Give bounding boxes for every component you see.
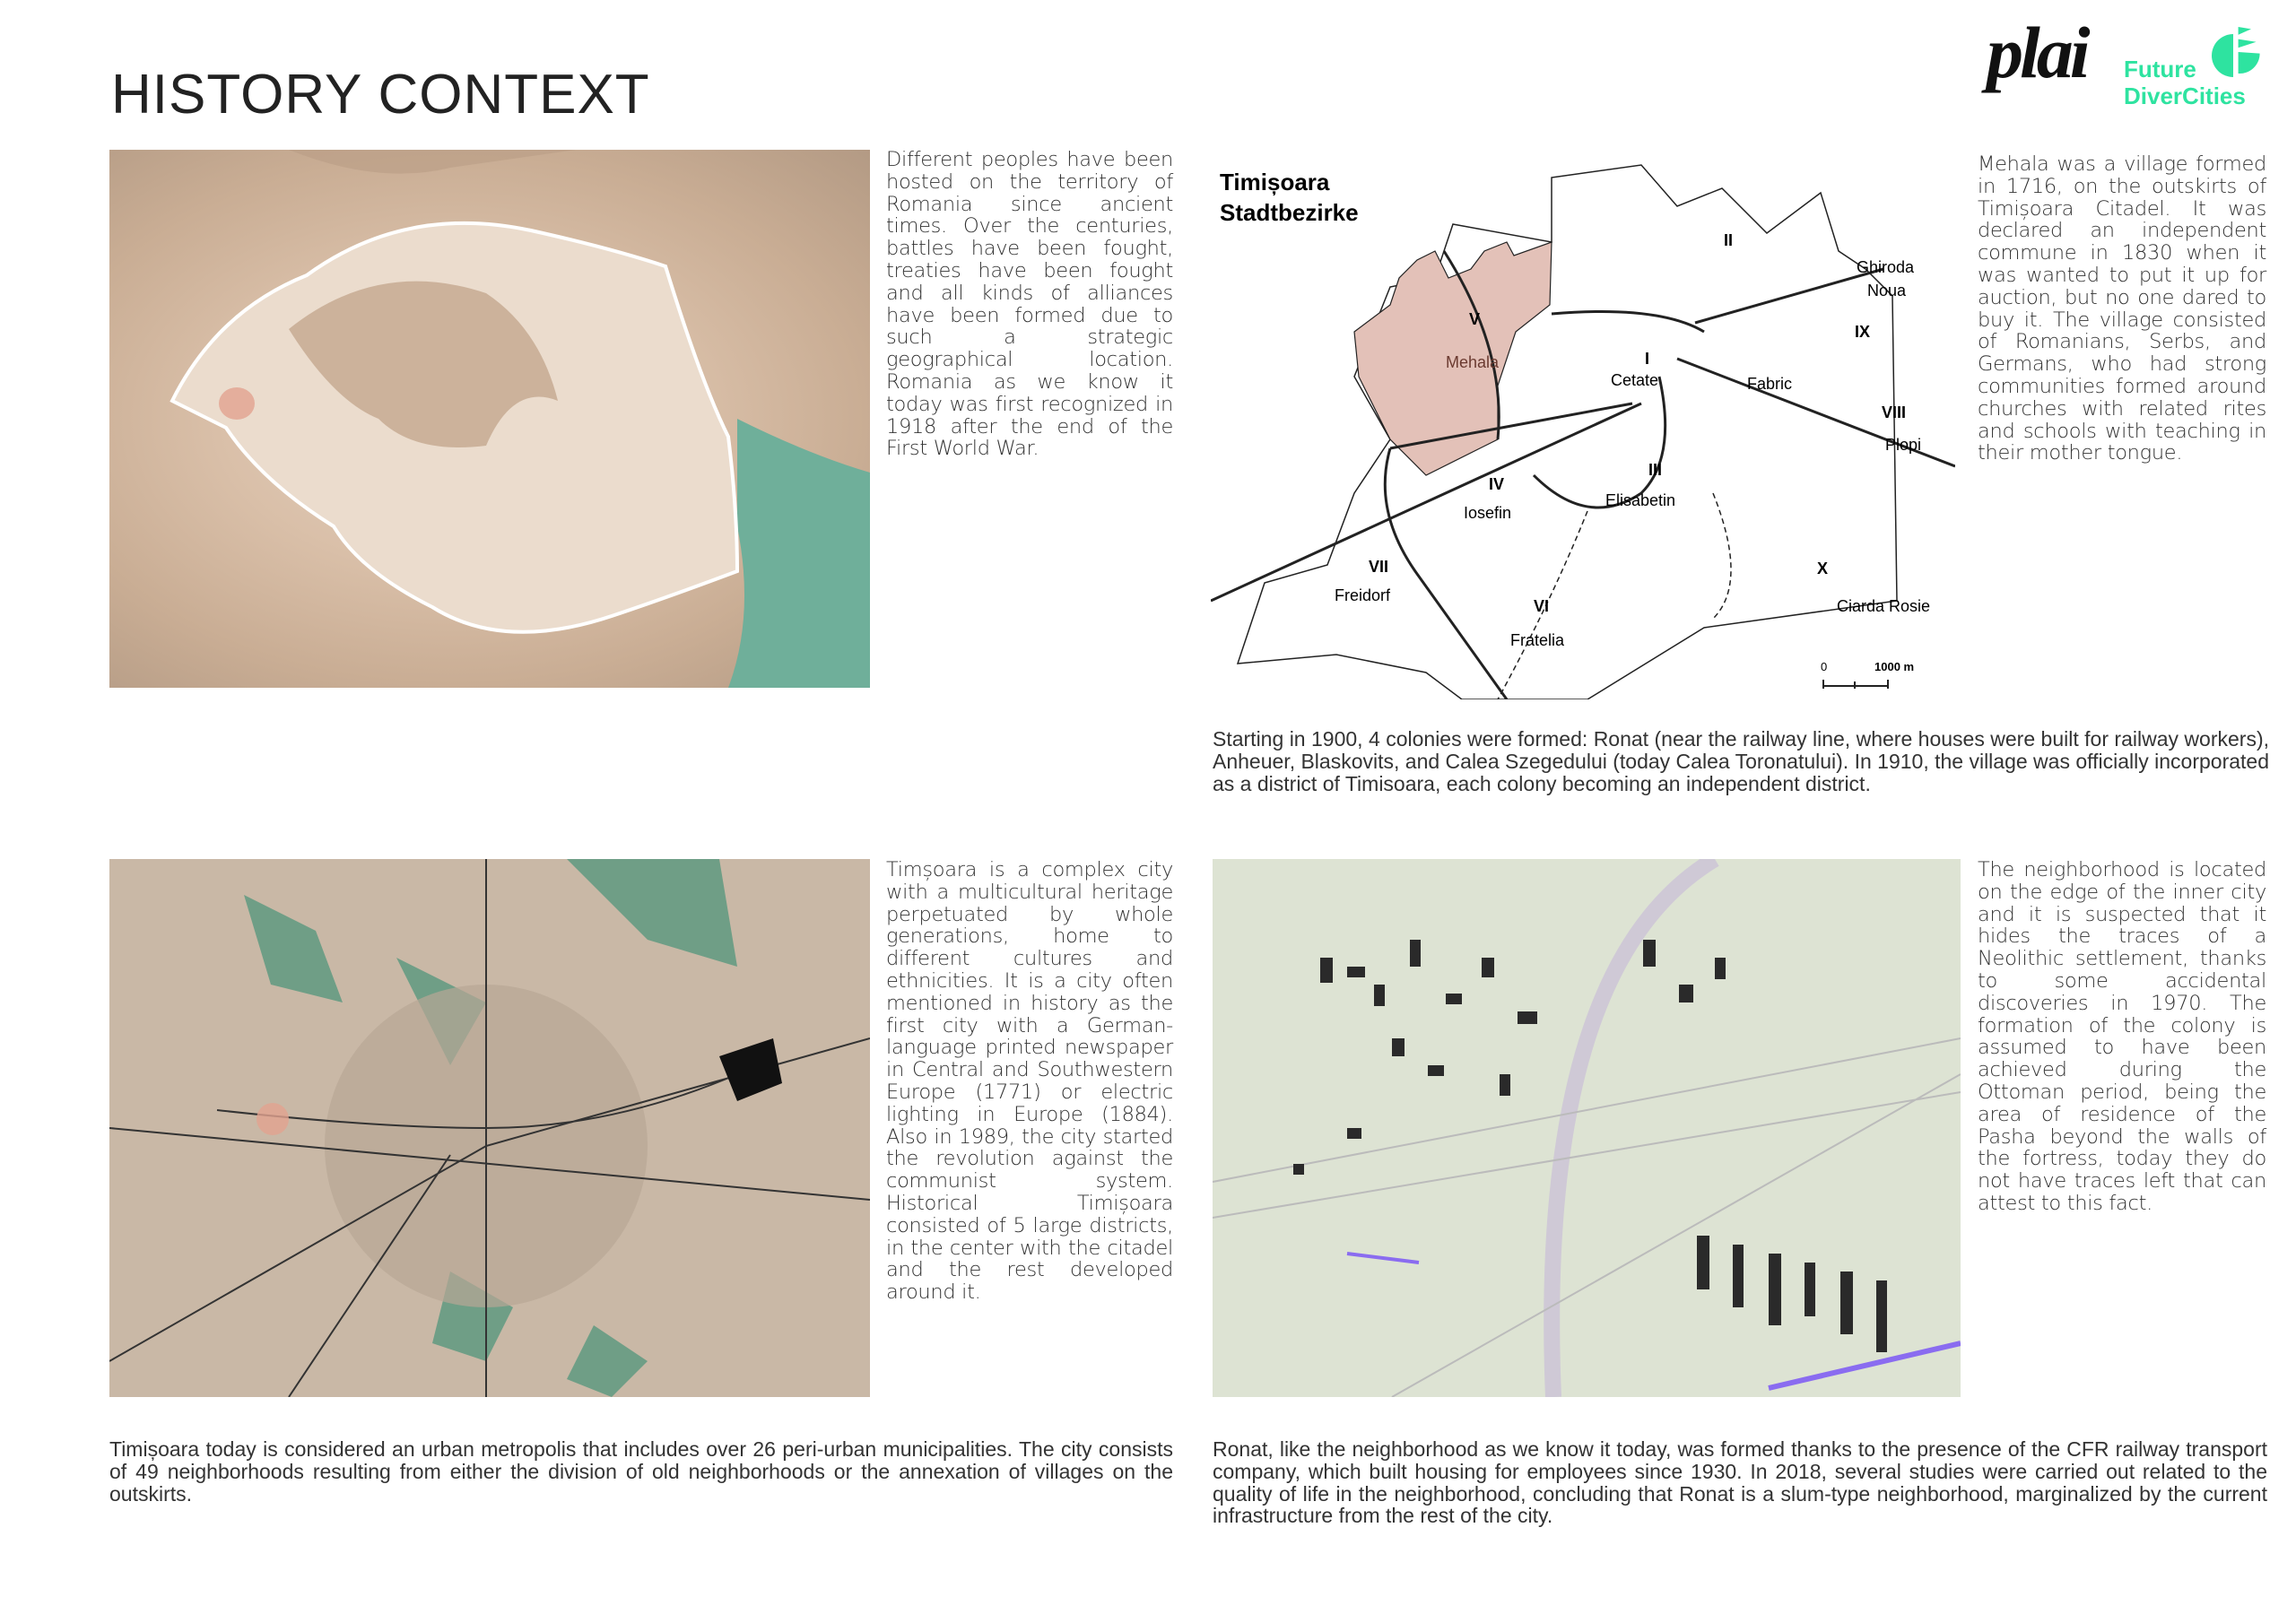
ronat-text: Ronat, like the neighborhood as we know it today, was formed thanks to the presence of the CFR railway transport company, which built housing for employees since 1930. In 2018, several studies were carried out related to the quality of life in the neighborhood, concluding that Ronat is a slum-type neighborhood, marginalized by the current infrastructure from the rest of the city. bbox=[1213, 1437, 2267, 1528]
mehala-marker bbox=[257, 1103, 289, 1135]
fabric-label: Fabric bbox=[1747, 375, 1793, 393]
page-title: HISTORY CONTEXT bbox=[111, 64, 650, 126]
district-label-viii: VIII bbox=[1882, 404, 1907, 421]
ghiroda-label: Ghiroda bbox=[1857, 258, 1915, 276]
district-label-vii: VII bbox=[1369, 558, 1389, 576]
district-label-ix: IX bbox=[1855, 323, 1871, 341]
romania-relief-map bbox=[109, 150, 870, 688]
fratelia-label: Fratelia bbox=[1510, 631, 1565, 649]
district-map bbox=[1211, 152, 1955, 699]
timisoara-city-map bbox=[109, 859, 870, 1397]
map-title-2: Stadtbezirke bbox=[1220, 199, 1359, 226]
district-label-v: V bbox=[1469, 310, 1481, 328]
neighborhood-text: The neighborhood is located on the edge of the inner city and it is suspected that it hides the traces of a Neolithic settlement, thanks to some accidental discoveries in 1970. The formation of the colony is assumed to have been achieved during the Ottoman period, being the area of residence of the Pasha beyond the walls of the fortress, today they do not have traces left that can attest to this fact. bbox=[1978, 858, 2266, 1215]
plai-logo bbox=[1987, 13, 2117, 93]
logo-future-text: Future bbox=[2124, 56, 2196, 82]
ronat-neighborhood-map bbox=[1213, 859, 1961, 1397]
iosefin-label: Iosefin bbox=[1464, 504, 1512, 522]
plai-logo-text: plai bbox=[1987, 12, 2087, 93]
map-title-1: Timișoara bbox=[1220, 169, 1330, 195]
colonies-text: Starting in 1900, 4 colonies were formed: Ronat (near the railway line, where houses were built for railway workers), Anheuer, Blaskovits, and Calea Szegedului (today Calea Toronatului). In 1910, the village was officially incorporated as a district of Timisoara, each colony becoming an independent district. bbox=[1213, 727, 2269, 795]
district-label-vi: VI bbox=[1534, 597, 1550, 615]
freidorf-label: Freidorf bbox=[1335, 586, 1391, 604]
scale-1000m-label: 1000 m bbox=[1874, 660, 1915, 673]
romania-text: Different peoples have been hosted on the territory of Romania since ancient times. Over the centuries, battles have been fought, treaties have been fought and all kinds of alliances have been formed due to such a strategic geographical location. Romania as we know it today was first recognized in 1918 after the end of the First World War. bbox=[886, 148, 1173, 461]
district-label-iii: III bbox=[1648, 461, 1663, 479]
plopi-label: Plopi bbox=[1885, 436, 1922, 454]
logo-divercities-text: DiverCities bbox=[2124, 82, 2246, 109]
cetate-label: Cetate bbox=[1611, 371, 1659, 389]
district-label-iv: IV bbox=[1489, 475, 1505, 493]
elisabetin-label: Elisabetin bbox=[1605, 491, 1676, 509]
mehala-label: Mehala bbox=[1446, 353, 1500, 371]
district-label-i: I bbox=[1645, 350, 1650, 368]
future-divercities-logo bbox=[2124, 16, 2285, 109]
timisoara-text: Timșoara is a complex city with a multicultural heritage perpetuated by whole generations, home to different cultures and ethnicities. It is a city often mentioned in history as the first city with a German-language printed newspaper in Central and Southwestern Europe (1771) or electric lighting in Europe (1884). Also in 1989, the city started the revolution against the communist system. Historical Timișoara consisted of 5 large districts, in the center with the citadel and the rest developed around it. bbox=[886, 858, 1173, 1305]
metropolis-text: Timișoara today is considered an urban metropolis that includes over 26 peri-urban municipalities. The city consists of 49 neighborhoods resulting from either the division of old neighborhoods or the annexation of villages on the outskirts. bbox=[109, 1437, 1173, 1506]
district-label-ii: II bbox=[1724, 231, 1734, 249]
divercities-mark-icon bbox=[2212, 16, 2283, 88]
timisoara-marker bbox=[219, 387, 255, 420]
scale-zero-label: 0 bbox=[1821, 660, 1828, 673]
noua-label: Noua bbox=[1867, 282, 1907, 299]
ciarda-rosie-label: Ciarda Rosie bbox=[1837, 597, 1931, 615]
district-label-x: X bbox=[1817, 560, 1829, 577]
mehala-text: Mehala was a village formed in 1716, on the outskirts of Timișoara Citadel. It was declared an independent commune in 1830 when it was wanted to put it up for auction, but no one dared to buy it. The village consisted of Romanians, Serbs, and Germans, who had strong communities formed around churches with related rites and schools with teaching in their mother tongue. bbox=[1978, 152, 2266, 465]
